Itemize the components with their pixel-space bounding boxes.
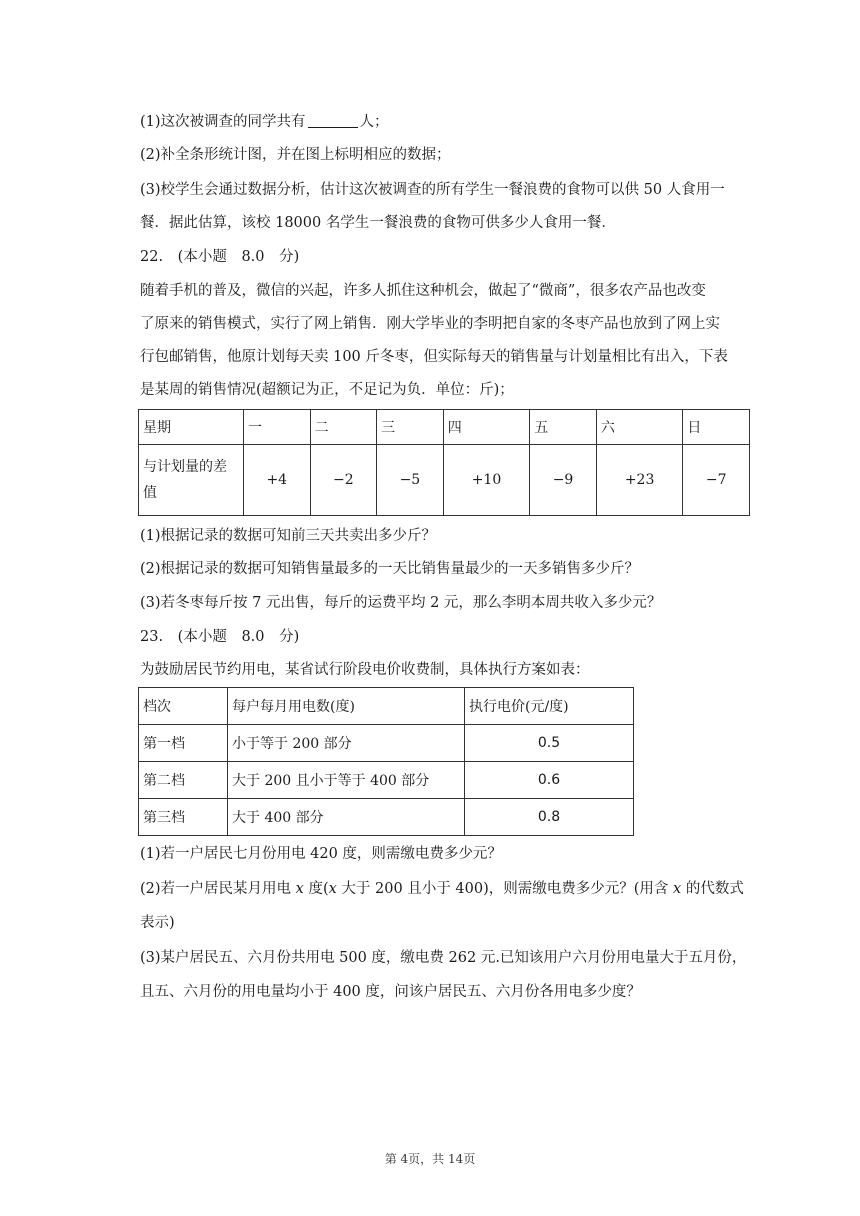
q23-part2-text-c: 大于 200 且小于 400)，则需缴电费多少元？(用含 (336, 881, 674, 897)
q23-part2-line1 (140, 879, 760, 899)
q23-part3-line1: (3)某户居民五、六月份共用电 500 度，缴电费 262 元.已知该用户六月份用电量大于五月份， (140, 950, 747, 966)
sales-value-7: −7 (683, 445, 750, 516)
q22-intro-line1: 随着手机的普及，微信的兴起，许多人抓住这种机会，做起了“微商”，很多农产品也改变 (140, 283, 706, 299)
q23-part2-line2: 表示) (140, 915, 175, 931)
q22-heading (140, 247, 760, 267)
sales-value-1: +4 (244, 445, 311, 516)
variable-x: x (673, 881, 682, 897)
price-table-row (139, 725, 634, 762)
price-header-tier: 档次 (139, 688, 228, 725)
sales-day-2: 二 (310, 410, 377, 445)
price-table (138, 687, 634, 836)
sales-row-label: 与计划量的差值 (139, 445, 244, 516)
sales-day-3: 三 (377, 410, 444, 445)
sales-value-3: −5 (377, 445, 444, 516)
price-tier-3: 第三档 (139, 799, 228, 836)
price-rate-2: 0.6 (465, 762, 634, 799)
q21-part2: (2)补全条形统计图，并在图上标明相应的数据； (140, 147, 451, 163)
price-usage-3: 大于 400 部分 (228, 799, 465, 836)
sales-day-5: 五 (530, 410, 597, 445)
sales-header-label: 星期 (139, 410, 244, 445)
sales-day-6: 六 (596, 410, 683, 445)
q23-part2-text-a: (2)若一户居民某月用电 (140, 881, 296, 897)
q21-part1-text: (1)这次被调查的同学共有 (140, 114, 306, 130)
sales-table-header-row (139, 410, 750, 445)
price-header-rate: 执行电价(元/度) (465, 688, 634, 725)
q22-intro-line3: 行包邮销售，他原计划每天卖 100 斤冬枣，但实际每天的销售量与计划量相比有出入，下表 (140, 349, 728, 365)
price-tier-1: 第一档 (139, 725, 228, 762)
sales-table (138, 409, 750, 516)
q22-part3: (3)若冬枣每斤按 7 元出售，每斤的运费平均 2 元，那么李明本周共收入多少元？ (140, 595, 662, 611)
q23-part2-text-d: 的代数式 (681, 881, 744, 897)
q23-heading (140, 627, 760, 647)
q21-part3-line2: 餐．据此估算，该校 18000 名学生一餐浪费的食物可供多少人食用一餐． (140, 215, 616, 231)
answer-blank (308, 113, 358, 128)
price-usage-1: 小于等于 200 部分 (228, 725, 465, 762)
q22-part1: (1)根据记录的数据可知前三天共卖出多少斤？ (140, 528, 437, 544)
sales-day-7: 日 (683, 410, 750, 445)
q22-number: 22. (140, 249, 164, 265)
sales-value-5: −9 (530, 445, 597, 516)
sales-value-4: +10 (443, 445, 530, 516)
price-rate-3: 0.8 (465, 799, 634, 836)
sales-day-4: 四 (443, 410, 530, 445)
price-tier-2: 第二档 (139, 762, 228, 799)
q22-intro-line2: 了原来的销售模式，实行了网上销售．刚大学毕业的李明把自家的冬枣产品也放到了网上实 (140, 316, 720, 332)
q23-intro: 为鼓励居民节约用电，某省试行阶段电价收费制，具体执行方案如表： (140, 662, 590, 678)
q23-part1: (1)若一户居民七月份用电 420 度，则需缴电费多少元？ (140, 846, 502, 862)
sales-value-2: −2 (310, 445, 377, 516)
q23-number: 23. (140, 629, 164, 645)
variable-x: x (295, 881, 304, 897)
price-header-usage: 每户每月用电数(度) (228, 688, 465, 725)
q21-part3-line1: (3)校学生会通过数据分析，估计这次被调查的所有学生一餐浪费的食物可以供 50 人食用一 (140, 182, 725, 198)
price-rate-1: 0.5 (465, 725, 634, 762)
sales-day-1: 一 (244, 410, 311, 445)
variable-x: x (328, 881, 337, 897)
price-table-row (139, 799, 634, 836)
q22-part2: (2)根据记录的数据可知销售量最多的一天比销售量最少的一天多销售多少斤？ (140, 561, 640, 577)
q23-score: (本小题 8.0 分) (177, 629, 300, 645)
price-table-row (139, 762, 634, 799)
q22-intro-line4: 是某周的销售情况(超额记为正，不足记为负．单位：斤)； (140, 382, 514, 398)
q22-score: (本小题 8.0 分) (177, 249, 300, 265)
price-usage-2: 大于 200 且小于等于 400 部分 (228, 762, 465, 799)
q21-part1-suffix: 人； (359, 114, 389, 130)
q21-part1 (140, 112, 760, 132)
sales-table-values-row (139, 445, 750, 516)
q23-part3-line2: 且五、六月份的用电量均小于 400 度，问该户居民五、六月份各用电多少度？ (140, 984, 641, 1000)
page-footer: 第 4页，共 14页 (384, 1152, 476, 1166)
price-table-header-row (139, 688, 634, 725)
sales-value-6: +23 (596, 445, 683, 516)
q23-part2-text-b: 度( (303, 881, 329, 897)
